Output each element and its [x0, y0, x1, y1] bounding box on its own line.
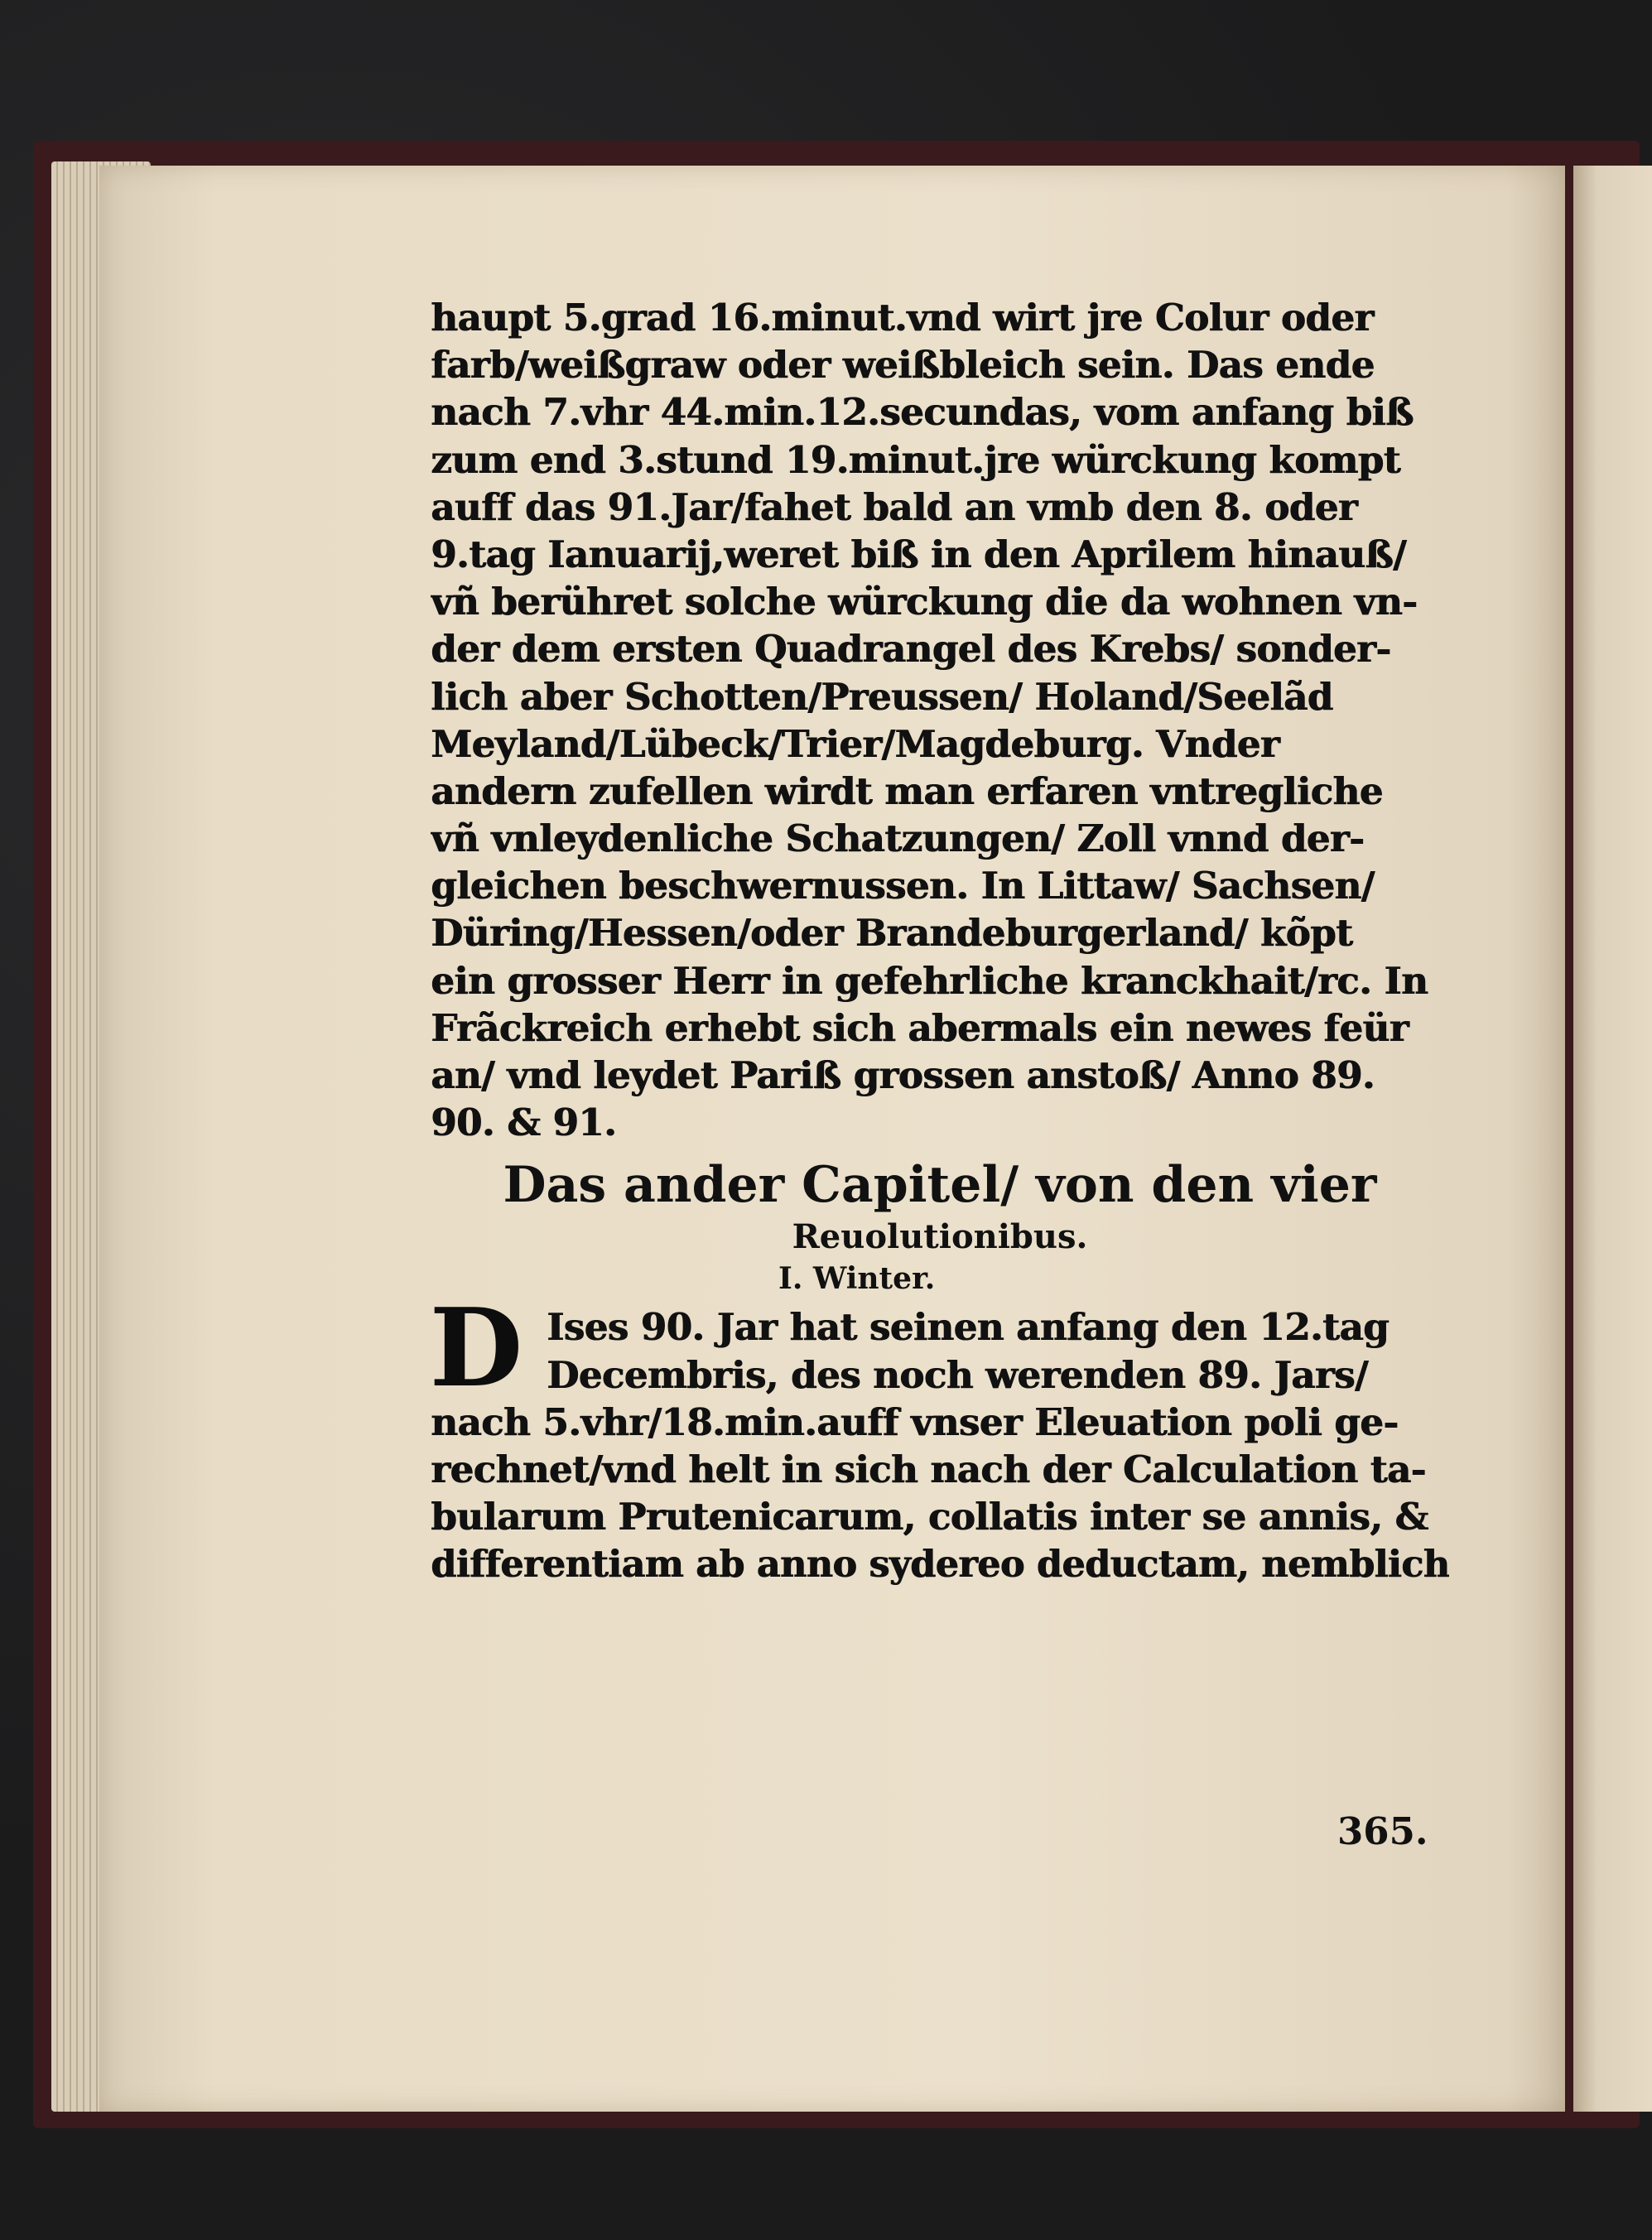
drop-cap: D [429, 1284, 523, 1412]
body-line: vñ vnleydenliche Schatzungen/ Zoll vnnd der- [431, 817, 1365, 861]
facing-page [1573, 166, 1652, 2112]
chapter-heading: Das ander Capitel/ von den vier [503, 1156, 1377, 1215]
body-line: auff das 91.Jar/fahet bald an vmb den 8. oder [431, 484, 1357, 529]
section-heading: I. Winter. [778, 1261, 936, 1297]
body-line: 90. & 91. [431, 1101, 617, 1145]
body-line: gleichen beschwernussen. In Littaw/ Sachsen/ [431, 864, 1375, 908]
body-line: der dem ersten Quadrangel des Krebs/ sonder- [431, 627, 1391, 672]
section-line: differentiam ab anno sydereo deductam, nemblich [431, 1542, 1449, 1587]
section-line: nach 5.vhr/18.min.auff vnser Eleuation poli ge- [431, 1399, 1399, 1444]
section-line: bularum Prutenicarum, collatis inter se annis, & [431, 1495, 1428, 1539]
section-paragraph [429, 1284, 1449, 1587]
body-line: Frãckreich erhebt sich abermals ein newes feür [431, 1005, 1409, 1050]
body-line: Meyland/Lübeck/Trier/Magdeburg. Vnder [431, 721, 1279, 766]
body-line: Düring/Hessen/oder Brandeburgerland/ kõpt [431, 911, 1353, 956]
body-line: andern zufellen wirdt man erfaren vntregliche [431, 768, 1383, 813]
body-line: an/ vnd leydet Pariß grossen anstoß/ Anno 89. [431, 1053, 1375, 1097]
body-line: zum end 3.stund 19.minut.jre würckung kompt [431, 437, 1400, 482]
body-line: 9.tag Ianuarij,weret biß in den Aprilem hinauß/ [431, 532, 1406, 576]
section-line: Decembris, des noch werenden 89. Jars/ [547, 1352, 1368, 1397]
body-line: ein grosser Herr in gefehrliche kranckhait/rc. In [431, 958, 1428, 1003]
page-number: 365. [1337, 1809, 1428, 1853]
section-line: Ises 90. Jar hat seinen anfang den 12.tag [547, 1305, 1389, 1350]
chapter-subheading: Reuolutionibus. [792, 1217, 1088, 1257]
body-line: lich aber Schotten/Preussen/ Holand/Seelãd [431, 674, 1333, 719]
section-line: rechnet/vnd helt in sich nach der Calculation ta- [431, 1447, 1426, 1491]
body-line: farb/weißgraw oder weißbleich sein. Das ende [431, 343, 1375, 388]
text-block [431, 294, 1449, 1588]
body-line: nach 7.vhr 44.min.12.secundas, vom anfang biß [431, 390, 1414, 435]
body-line: vñ berühret solche würckung die da wohnen vn- [431, 580, 1418, 624]
body-line: haupt 5.grad 16.minut.vnd wirt jre Colur oder [431, 296, 1374, 340]
